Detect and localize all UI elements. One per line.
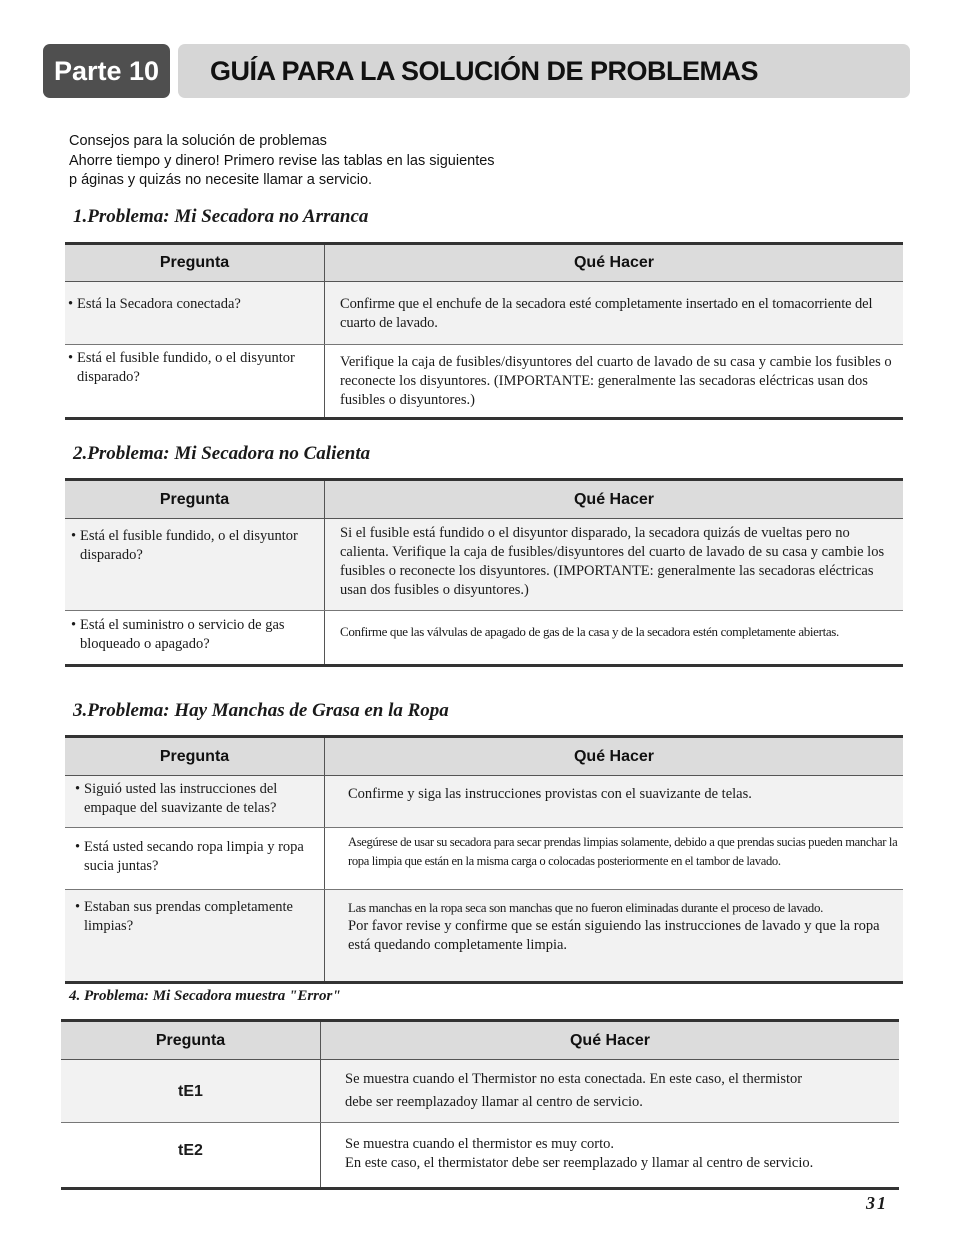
table-row: [61, 1060, 899, 1122]
question-cell: • Siguió usted las instrucciones del empaque del suavizante de telas?: [65, 776, 325, 827]
answer-cell: Verifique la caja de fusibles/disyuntores del cuarto de lavado de su casa y cambie los fusibles o reconecte los disyuntores. (IMPORTANTE: generalmente las secadoras eléctricas usan dos fusibles o disyuntores.): [340, 354, 892, 408]
intro-line: Consejos para la solución de problemas: [69, 133, 327, 149]
table-row: [65, 282, 903, 344]
table-row: [65, 776, 903, 827]
column-header-action: Qué Hacer: [573, 490, 655, 508]
column-header-question: Pregunta: [65, 245, 325, 281]
answer-cell: Asegúrese de usar su secadora para secar prendas limpias solamente, debido a que prendas sucias pueden manchar la ropa limpia que están en la misma carga o colocadas posteriormente en el tambor de lavado.: [348, 835, 898, 868]
answer-line: Las manchas en la ropa seca son manchas que no fueron eliminadas durante el proceso de lavado.: [348, 900, 823, 915]
error-code: tE1: [61, 1060, 321, 1122]
answer-line: debe ser reemplazadoy llamar al centro de servicio.: [345, 1094, 643, 1110]
answer-cell: Confirme que las válvulas de apagado de gas de la casa y de la secadora estén completamente abiertas.: [340, 624, 839, 639]
question-cell: • Está la Secadora conectada?: [65, 282, 325, 344]
section-heading: 2.Problema: Mi Secadora no Calienta: [73, 443, 371, 464]
question-cell: • Está el fusible fundido, o el disyuntor disparado?: [65, 519, 325, 610]
question-cell: • Está el suministro o servicio de gas bloqueado o apagado?: [65, 611, 325, 664]
page-number: 31: [866, 1193, 888, 1213]
column-header-action: Qué Hacer: [569, 1031, 651, 1049]
column-header-question: Pregunta: [65, 481, 325, 518]
section-heading: 3.Problema: Hay Manchas de Grasa en la Ropa: [73, 700, 449, 721]
answer-line: Se muestra cuando el thermistor es muy corto.: [345, 1136, 614, 1152]
troubleshooting-table: [65, 478, 903, 667]
part-badge: Parte 10: [43, 44, 170, 98]
troubleshooting-table: [61, 1019, 899, 1190]
table-header: [65, 738, 903, 776]
answer-line: En este caso, el thermistator debe ser reemplazado y llamar al centro de servicio.: [345, 1155, 814, 1171]
column-header-question: Pregunta: [61, 1022, 321, 1059]
table-row: [65, 889, 903, 981]
error-code: tE2: [61, 1123, 321, 1187]
question-cell: • Está el fusible fundido, o el disyuntor disparado?: [65, 345, 325, 417]
question-cell: • Está usted secando ropa limpia y ropa sucia juntas?: [65, 828, 325, 889]
question-cell: • Estaban sus prendas completamente limpias?: [65, 890, 325, 981]
intro-line: Ahorre tiempo y dinero! Primero revise las tablas en las siguientes: [69, 152, 495, 169]
answer-cell: [321, 1060, 899, 1122]
answer-cell: [325, 890, 903, 981]
page-title: GUÍA PARA LA SOLUCIÓN DE PROBLEMAS: [178, 44, 910, 98]
table-row: [61, 1122, 899, 1187]
table-row: [65, 610, 903, 664]
answer-cell: Si el fusible está fundido o el disyuntor disparado, la secadora quizás de vueltas pero no calienta. Verifique la caja de fusibles/disyuntores del cuarto de lavado de su casa y cambie los fusibles o reconecte los disyuntores. (IMPORTANTE: generalmente las secadoras eléctricas usan dos fusibles o disyuntores.): [340, 525, 885, 598]
answer-cell: Confirme y siga las instrucciones provistas con el suavizante de telas.: [348, 786, 752, 802]
column-header-action: Qué Hacer: [573, 254, 655, 271]
table-header: [65, 245, 903, 282]
column-header-action: Qué Hacer: [573, 747, 655, 765]
section-heading: 4. Problema: Mi Secadora muestra "Error": [69, 988, 341, 1004]
answer-cell: [321, 1123, 899, 1187]
column-header-question: Pregunta: [65, 738, 325, 775]
answer-cell: Confirme que el enchufe de la secadora esté completamente insertado en el tomacorriente del cuarto de lavado.: [340, 296, 873, 331]
intro-text: [69, 132, 589, 191]
table-row: [65, 519, 903, 610]
answer-line: Por favor revise y confirme que se están siguiendo las instrucciones de lavado y que la ropa está quedando completamente limpia.: [348, 918, 880, 953]
table-header: [65, 481, 903, 519]
table-row: [65, 344, 903, 417]
section-heading: 1.Problema: Mi Secadora no Arranca: [73, 206, 369, 227]
intro-line: p áginas y quizás no necesite llamar a servicio.: [69, 172, 373, 188]
troubleshooting-table: [65, 242, 903, 420]
answer-line: Se muestra cuando el Thermistor no esta conectada. En este caso, el thermistor: [345, 1071, 803, 1087]
table-header: [61, 1022, 899, 1060]
table-row: [65, 827, 903, 889]
troubleshooting-table: [65, 735, 903, 984]
